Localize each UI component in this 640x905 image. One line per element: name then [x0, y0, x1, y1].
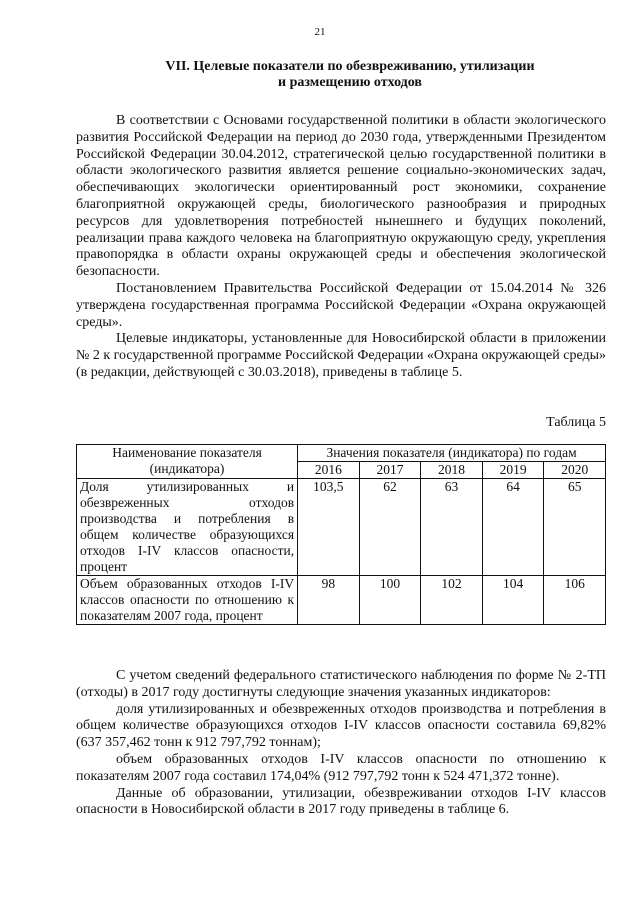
value-cell: 102	[421, 576, 483, 625]
table-caption: Таблица 5	[546, 415, 606, 430]
paragraph: В соответствии с Основами государственной политики в области экологического развития Российской Федерации на период до 2030 года, утвержденными Президентом Российской Федерации 30.04.2012, стратегической целью государственной политики в области экологического развития является решение социально-экономических задач, обеспечивающих экологически ориентированный рост экономики, сохранение благоприятной окружающей среды, биологического разнообразия и природных ресурсов для удовлетворения потребностей нынешнего и будущих поколений, реализации права каждого человека на благоприятную окружающую среду, укрепления правопорядка в области охраны окружающей среды и обеспечения экологической безопасности.	[76, 113, 606, 280]
section-heading-line-1: VII. Целевые показатели по обезвреживанию, утилизации	[165, 59, 535, 74]
value-cell: 62	[359, 479, 421, 576]
paragraph: Целевые индикаторы, установленные для Новосибирской области в приложении № 2 к государственной программе Российской Федерации «Охрана окружающей среды» (в редакции, действующей с 30.03.2018), приведены в таблице 5.	[76, 331, 606, 380]
paragraph: объем образованных отходов I-IV классов опасности по отношению к показателям 2007 года составил 174,04% (912 797,792 тонн к 524 471,372 тонне).	[76, 751, 606, 784]
value-cell: 98	[298, 576, 360, 625]
indicator-name-cell: Доля утилизированных и обезвреженных отходов производства и потребления в общем количестве образующихся отходов I-IV классов опасности, процент	[77, 479, 298, 576]
page-number: 21	[314, 26, 326, 38]
paragraph: Данные об образовании, утилизации, обезвреживании отходов I-IV классов опасности в Новосибирской области в 2017 году приведены в таблице 6.	[76, 785, 606, 818]
indicators-table	[76, 444, 606, 625]
section-heading	[90, 59, 610, 91]
value-cell: 106	[544, 576, 606, 625]
table-header-row	[77, 445, 606, 462]
results-text	[76, 668, 606, 819]
header-year: 2017	[359, 462, 421, 479]
paragraph: доля утилизированных и обезвреженных отходов производства и потребления в общем количестве образующихся отходов I-IV классов опасности составила 69,82% (637 357,462 тонн к 912 797,792 тоннам);	[76, 701, 606, 751]
table-row	[77, 576, 606, 625]
value-cell: 63	[421, 479, 483, 576]
header-year: 2016	[298, 462, 360, 479]
header-indicator-name: Наименование показателя (индикатора)	[77, 445, 298, 479]
value-cell: 65	[544, 479, 606, 576]
paragraph: С учетом сведений федерального статистического наблюдения по форме № 2-ТП (отходы) в 2017 году достигнуты следующие значения указанных индикаторов:	[76, 668, 606, 700]
header-year: 2020	[544, 462, 606, 479]
value-cell: 100	[359, 576, 421, 625]
paragraph: Постановлением Правительства Российской Федерации от 15.04.2014 № 326 утверждена государственная программа Российской Федерации «Охрана окружающей среды».	[76, 280, 606, 330]
section-heading-line-2: и размещению отходов	[278, 75, 422, 90]
value-cell: 104	[482, 576, 544, 625]
intro-text	[76, 113, 606, 382]
value-cell: 103,5	[298, 479, 360, 576]
header-year: 2019	[482, 462, 544, 479]
table-row	[77, 479, 606, 576]
indicator-name-cell: Объем образованных отходов I-IV классов опасности по отношению к показателям 2007 года, процент	[77, 576, 298, 625]
header-year: 2018	[421, 462, 483, 479]
header-values-by-year: Значения показателя (индикатора) по годам	[298, 445, 606, 462]
value-cell: 64	[482, 479, 544, 576]
